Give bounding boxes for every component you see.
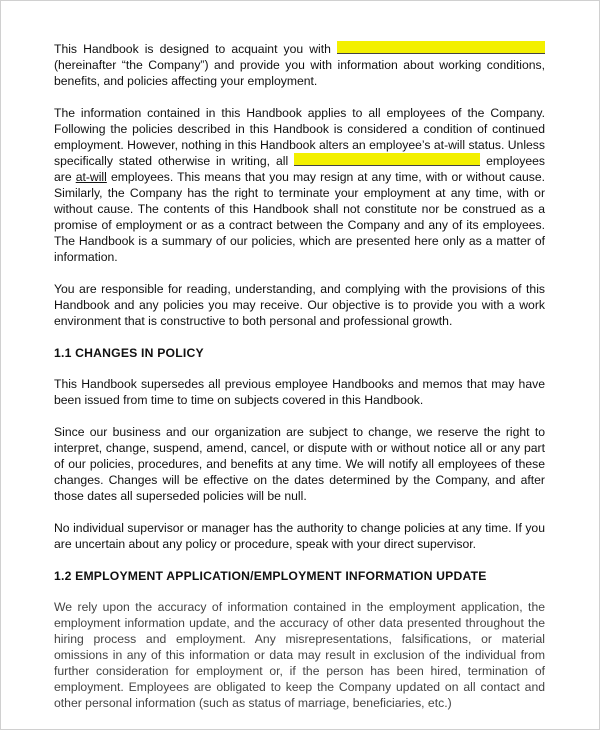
at-will-term: at-will	[75, 170, 107, 185]
section-heading-changes-in-policy: 1.1 CHANGES IN POLICY	[54, 345, 204, 360]
changes-paragraph-1: This Handbook supersedes all previous employee Handbooks and memos that may have been issued from time to time on subjects covered in this Handbook.	[54, 377, 545, 408]
applicability-text-mid: employees are	[54, 154, 546, 185]
employment-application-paragraph: We rely upon the accuracy of information contained in the employment application, the employment information update, and the accuracy of other data presented throughout the hiring process and employment. Any misrepresentations, falsifications, or material omissions in any of this information or data may result in exclusion of the individual from further consideration for employment or, if the person has been hired, termination of employment. Employees are obligated to keep the Company updated on all contact and other personal information (such as status of marriage, beneficiaries, etc.)	[54, 600, 545, 710]
intro-text-after: (hereinafter “the Company”) and provide you with information about working conditions, benefits, and policies affecting your employment.	[54, 57, 545, 88]
applicability-paragraph	[54, 106, 545, 266]
employee-category-blank[interactable]	[294, 153, 480, 166]
section-heading-employment-application: 1.2 EMPLOYMENT APPLICATION/EMPLOYMENT INFORMATION UPDATE	[54, 568, 487, 583]
responsibility-paragraph: You are responsible for reading, understanding, and complying with the provisions of this Handbook and any policies you may receive. Our objective is to provide you with a work environment that is constructive to both personal and professional growth.	[54, 281, 545, 328]
applicability-text-after: employees. This means that you may resign at any time, with or without cause. Similarly, the Company has the right to terminate your employment at any time, with or without cause. The contents of this Handbook shall not constitute nor be construed as a promise of employment or as a contract between the Company and any of its employees. The Handbook is a summary of our policies, which are presented here only as a matter of information.	[54, 170, 546, 264]
intro-paragraph	[54, 41, 545, 90]
intro-text-before: This Handbook is designed to acquaint you with	[54, 42, 331, 56]
company-name-blank[interactable]	[337, 41, 545, 54]
changes-paragraph-2: Since our business and our organization are subject to change, we reserve the right to interpret, change, suspend, amend, cancel, or dispute with or without notice all or any part of our policies, procedures, and benefits at any time. We will notify all employees of these changes. Changes will be effective on the dates determined by the Company, and after those dates all superseded policies will be null.	[54, 425, 545, 503]
document-body	[54, 41, 545, 728]
changes-paragraph-3: No individual supervisor or manager has the authority to change policies at any time. If you are uncertain about any policy or procedure, speak with your direct supervisor.	[54, 520, 545, 551]
applicability-text-before: The information contained in this Handbook applies to all employees of the Company. Following the policies described in this Handbook is considered a condition of continued employment. However, nothing in this Handbook alters an employee’s at-will status. Unless specifically stated otherwise in writing, all	[54, 105, 545, 169]
